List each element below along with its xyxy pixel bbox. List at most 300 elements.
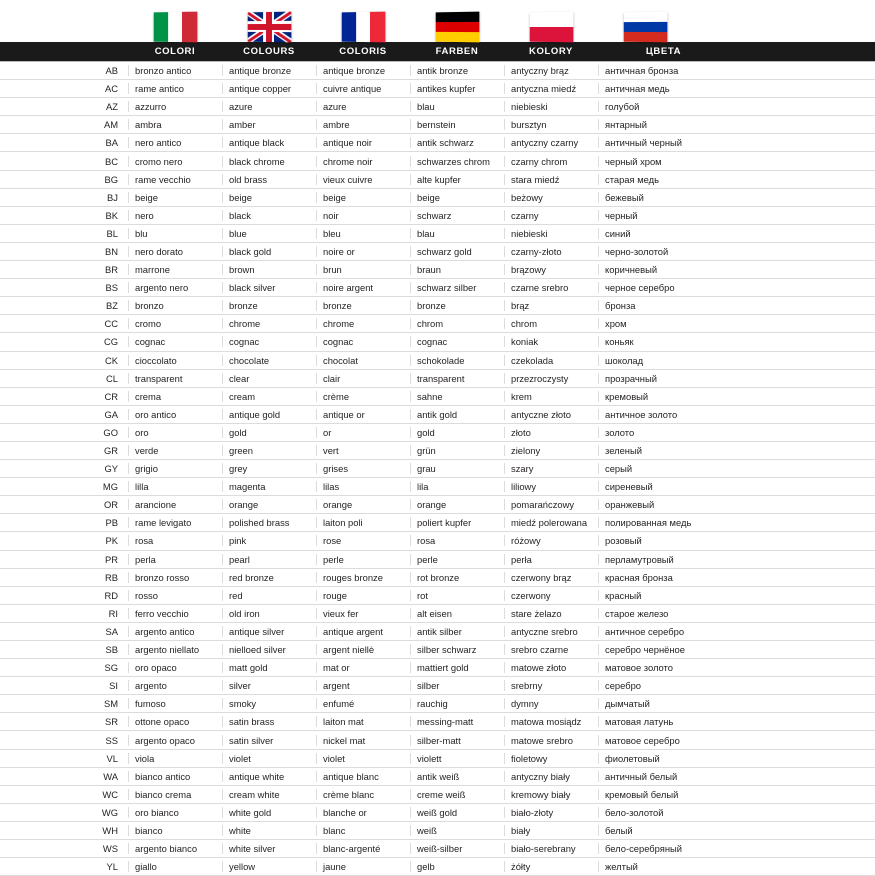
color-name-en-cell: beige: [222, 192, 316, 203]
color-name-de-cell: schokolade: [410, 355, 504, 366]
color-name-it-cell: bronzo: [128, 300, 222, 311]
color-name-it-cell: cromo nero: [128, 156, 222, 167]
color-name-ru-cell: фиолетовый: [598, 753, 729, 764]
color-name-en-cell: smoky: [222, 698, 316, 709]
table-row: [0, 171, 875, 189]
table-row: [0, 858, 875, 876]
table-row: [0, 569, 875, 587]
color-name-de-cell: grün: [410, 445, 504, 456]
color-name-ru-cell: старое железо: [598, 608, 729, 619]
color-name-fr-cell: perle: [316, 554, 410, 565]
color-name-fr-cell: rose: [316, 535, 410, 546]
table-row: [0, 713, 875, 731]
color-name-en-cell: green: [222, 445, 316, 456]
color-name-fr-cell: antique or: [316, 409, 410, 420]
color-name-en-cell: polished brass: [222, 517, 316, 528]
color-code-cell: WH: [102, 824, 118, 836]
color-name-de-cell: transparent: [410, 373, 504, 384]
color-name-de-cell: cognac: [410, 336, 504, 347]
table-row: [0, 116, 875, 134]
color-name-ru-cell: прозрачный: [598, 373, 729, 384]
flag-row: [0, 0, 875, 42]
color-name-en-cell: old brass: [222, 174, 316, 185]
color-name-de-cell: antikes kupfer: [410, 83, 504, 94]
color-name-pl-cell: biało-złoty: [504, 807, 598, 818]
table-row: [0, 804, 875, 822]
color-name-pl-cell: stare żelazo: [504, 608, 598, 619]
table-row: [0, 750, 875, 768]
color-name-de-cell: antik bronze: [410, 65, 504, 76]
color-name-de-cell: schwarz gold: [410, 246, 504, 257]
color-name-ru-cell: матовая латунь: [598, 716, 729, 727]
color-name-ru-cell: кремовый: [598, 391, 729, 402]
color-name-pl-cell: brązowy: [504, 264, 598, 275]
flag-germany-stripe-2: [436, 22, 480, 32]
color-name-ru-cell: бронза: [598, 300, 729, 311]
color-name-it-cell: ferro vecchio: [128, 608, 222, 619]
color-name-it-cell: lilla: [128, 481, 222, 492]
color-name-it-cell: rosso: [128, 590, 222, 601]
color-name-en-cell: yellow: [222, 861, 316, 872]
color-name-pl-cell: matowe złoto: [504, 662, 598, 673]
color-code-cell: VL: [106, 752, 118, 764]
color-name-it-cell: oro opaco: [128, 662, 222, 673]
color-name-ru-cell: желтый: [598, 861, 729, 872]
color-name-en-cell: chocolate: [222, 355, 316, 366]
color-name-pl-cell: krem: [504, 391, 598, 402]
color-name-pl-cell: fioletowy: [504, 753, 598, 764]
table-row: [0, 80, 875, 98]
color-name-fr-cell: clair: [316, 373, 410, 384]
flag-italy-stripe-2: [168, 12, 183, 42]
color-code-cell: BA: [105, 137, 118, 149]
color-code-cell: OR: [103, 499, 118, 511]
color-name-pl-cell: dymny: [504, 698, 598, 709]
color-name-en-cell: antique bronze: [222, 65, 316, 76]
flag-russia: [624, 12, 668, 43]
color-name-en-cell: clear: [222, 373, 316, 384]
color-name-ru-cell: янтарный: [598, 119, 729, 130]
table-row: [0, 840, 875, 858]
header-lang-fr: COLORIS: [339, 46, 387, 57]
color-name-de-cell: bronze: [410, 300, 504, 311]
color-name-it-cell: bianco: [128, 825, 222, 836]
table-row: [0, 189, 875, 207]
color-name-pl-cell: czarny: [504, 210, 598, 221]
color-name-ru-cell: синий: [598, 228, 729, 239]
color-name-de-cell: antik silber: [410, 626, 504, 637]
table-row: [0, 731, 875, 749]
color-name-en-cell: red bronze: [222, 572, 316, 583]
color-name-en-cell: silver: [222, 680, 316, 691]
color-name-pl-cell: biały: [504, 825, 598, 836]
color-name-pl-cell: antyczne złoto: [504, 409, 598, 420]
color-code-cell: PB: [105, 517, 118, 529]
color-name-fr-cell: beige: [316, 192, 410, 203]
color-name-ru-cell: коричневый: [598, 264, 729, 275]
color-name-de-cell: messing-matt: [410, 716, 504, 727]
table-header: [0, 42, 875, 61]
color-name-fr-cell: lilas: [316, 481, 410, 492]
color-name-ru-cell: оранжевый: [598, 499, 729, 510]
color-name-de-cell: rot: [410, 590, 504, 601]
color-name-pl-cell: liliowy: [504, 481, 598, 492]
flag-italy-cell: [128, 12, 222, 42]
color-name-it-cell: transparent: [128, 373, 222, 384]
color-name-fr-cell: chocolat: [316, 355, 410, 366]
color-code-cell: GR: [103, 445, 118, 457]
flag-france-stripe-3: [370, 12, 385, 43]
color-name-ru-cell: античная медь: [598, 83, 729, 94]
color-name-ru-cell: черный хром: [598, 156, 729, 167]
color-name-fr-cell: violet: [316, 753, 410, 764]
color-name-it-cell: blu: [128, 228, 222, 239]
color-code-cell: BJ: [107, 191, 118, 203]
color-name-ru-cell: матовое золото: [598, 662, 729, 673]
color-name-fr-cell: argent niellè: [316, 644, 410, 655]
header-lang-pl: KOLORY: [529, 46, 573, 57]
color-name-de-cell: silber schwarz: [410, 644, 504, 655]
color-name-fr-cell: mat or: [316, 662, 410, 673]
flag-united-kingdom-cell: [222, 12, 316, 42]
table-row: [0, 352, 875, 370]
color-name-fr-cell: chrome: [316, 318, 410, 329]
color-name-it-cell: arancione: [128, 499, 222, 510]
color-code-cell: RB: [104, 571, 118, 583]
color-name-it-cell: ambra: [128, 119, 222, 130]
table-row: [0, 587, 875, 605]
flag-germany-stripe-1: [436, 12, 480, 23]
color-name-de-cell: silber: [410, 680, 504, 691]
color-name-it-cell: argento bianco: [128, 843, 222, 854]
color-name-ru-cell: розовый: [598, 535, 729, 546]
color-code-cell: BN: [104, 245, 118, 257]
color-code-cell: SM: [103, 698, 118, 710]
color-name-de-cell: orange: [410, 499, 504, 510]
color-name-fr-cell: brun: [316, 264, 410, 275]
color-name-fr-cell: cognac: [316, 336, 410, 347]
color-code-cell: PR: [104, 553, 118, 565]
color-name-en-cell: antique copper: [222, 83, 316, 94]
color-name-de-cell: weiß: [410, 825, 504, 836]
color-name-it-cell: perla: [128, 554, 222, 565]
color-name-ru-cell: зеленый: [598, 445, 729, 456]
table-row: [0, 243, 875, 261]
color-name-it-cell: crema: [128, 391, 222, 402]
color-name-ru-cell: шоколад: [598, 355, 729, 366]
color-name-ru-cell: перламутровый: [598, 554, 729, 565]
color-name-it-cell: fumoso: [128, 698, 222, 709]
color-name-ru-cell: голубой: [598, 101, 729, 112]
color-name-pl-cell: żółty: [504, 861, 598, 872]
color-name-ru-cell: черный: [598, 210, 729, 221]
color-name-fr-cell: laiton mat: [316, 716, 410, 727]
color-name-it-cell: azzurro: [128, 101, 222, 112]
color-name-ru-cell: белый: [598, 825, 729, 836]
color-name-de-cell: creme weiß: [410, 789, 504, 800]
color-code-cell: CC: [104, 318, 118, 330]
table-row: [0, 641, 875, 659]
color-name-ru-cell: черное серебро: [598, 282, 729, 293]
color-name-fr-cell: bronze: [316, 300, 410, 311]
table-row: [0, 225, 875, 243]
header-lang-de: FARBEN: [435, 46, 479, 57]
color-code-cell: BS: [105, 282, 118, 294]
color-name-it-cell: rosa: [128, 535, 222, 546]
color-name-pl-cell: kremowy biały: [504, 789, 598, 800]
color-code-cell: SA: [105, 625, 118, 637]
color-name-fr-cell: antique noir: [316, 137, 410, 148]
color-name-ru-cell: коньяк: [598, 336, 729, 347]
color-name-en-cell: nielloed silver: [222, 644, 316, 655]
flag-poland: [530, 12, 574, 43]
table-row: [0, 62, 875, 80]
color-code-cell: BC: [104, 155, 118, 167]
flag-russia-cell: [598, 12, 692, 42]
color-name-pl-cell: srebro czarne: [504, 644, 598, 655]
color-name-ru-cell: дымчатый: [598, 698, 729, 709]
color-name-en-cell: cognac: [222, 336, 316, 347]
flag-italy: [154, 12, 198, 43]
color-name-ru-cell: бело-серебряный: [598, 843, 729, 854]
color-name-de-cell: alte kupfer: [410, 174, 504, 185]
color-name-en-cell: pearl: [222, 554, 316, 565]
color-name-ru-cell: бело-золотой: [598, 807, 729, 818]
color-name-pl-cell: zielony: [504, 445, 598, 456]
color-name-fr-cell: grises: [316, 463, 410, 474]
color-name-it-cell: argento nero: [128, 282, 222, 293]
color-code-cell: SB: [105, 644, 118, 656]
color-name-pl-cell: stara miedź: [504, 174, 598, 185]
color-name-pl-cell: chrom: [504, 318, 598, 329]
color-name-it-cell: oro bianco: [128, 807, 222, 818]
table-row: [0, 333, 875, 351]
color-name-it-cell: bianco crema: [128, 789, 222, 800]
table-row: [0, 279, 875, 297]
color-name-pl-cell: antyczny brąz: [504, 65, 598, 76]
color-code-cell: WS: [102, 843, 118, 855]
color-name-ru-cell: серебро чернёное: [598, 644, 729, 655]
table-row: [0, 514, 875, 532]
color-name-pl-cell: antyczny biały: [504, 771, 598, 782]
color-name-fr-cell: blanc: [316, 825, 410, 836]
color-name-de-cell: rot bronze: [410, 572, 504, 583]
color-name-it-cell: oro antico: [128, 409, 222, 420]
color-name-pl-cell: czarne srebro: [504, 282, 598, 293]
color-name-de-cell: alt eisen: [410, 608, 504, 619]
color-name-en-cell: white gold: [222, 807, 316, 818]
table-row: [0, 786, 875, 804]
color-name-de-cell: gelb: [410, 861, 504, 872]
color-name-pl-cell: koniak: [504, 336, 598, 347]
color-name-de-cell: bernstein: [410, 119, 504, 130]
color-name-pl-cell: brąz: [504, 300, 598, 311]
color-name-en-cell: chrome: [222, 318, 316, 329]
color-name-ru-cell: красная бронза: [598, 572, 729, 583]
table-row: [0, 677, 875, 695]
flag-france-stripe-2: [356, 12, 371, 42]
color-name-it-cell: bianco antico: [128, 771, 222, 782]
color-name-ru-cell: античный белый: [598, 771, 729, 782]
color-code-cell: BK: [105, 209, 118, 221]
color-code-cell: CR: [104, 390, 118, 402]
table-row: [0, 261, 875, 279]
color-name-it-cell: argento antico: [128, 626, 222, 637]
table-row: [0, 315, 875, 333]
table-row: [0, 605, 875, 623]
color-name-it-cell: cognac: [128, 336, 222, 347]
color-name-fr-cell: rouge: [316, 590, 410, 601]
header-lang-it: COLORI: [154, 46, 196, 57]
flag-russia-stripe-2: [624, 22, 668, 32]
color-code-cell: BL: [106, 227, 118, 239]
color-name-fr-cell: blanche or: [316, 807, 410, 818]
color-name-pl-cell: niebieski: [504, 228, 598, 239]
color-name-ru-cell: античное золото: [598, 409, 729, 420]
color-name-de-cell: violett: [410, 753, 504, 764]
color-name-fr-cell: laiton poli: [316, 517, 410, 528]
table-row: [0, 460, 875, 478]
color-table: [0, 61, 875, 876]
color-name-de-cell: mattiert gold: [410, 662, 504, 673]
color-code-cell: GA: [104, 408, 118, 420]
color-name-en-cell: grey: [222, 463, 316, 474]
color-name-fr-cell: vieux fer: [316, 608, 410, 619]
color-name-de-cell: lila: [410, 481, 504, 492]
color-name-en-cell: antique white: [222, 771, 316, 782]
color-code-cell: YL: [106, 861, 118, 873]
color-name-it-cell: beige: [128, 192, 222, 203]
color-name-it-cell: viola: [128, 753, 222, 764]
color-name-ru-cell: кремовый белый: [598, 789, 729, 800]
flag-united-kingdom: [248, 12, 292, 43]
table-row: [0, 496, 875, 514]
color-code-cell: RI: [108, 607, 118, 619]
color-code-cell: SI: [109, 680, 118, 692]
color-name-fr-cell: argent: [316, 680, 410, 691]
color-name-de-cell: weiß-silber: [410, 843, 504, 854]
color-name-fr-cell: cuivre antique: [316, 83, 410, 94]
color-name-en-cell: antique silver: [222, 626, 316, 637]
color-code-cell: AZ: [106, 101, 118, 113]
color-name-ru-cell: черно-золотой: [598, 246, 729, 257]
color-code-cell: AM: [103, 119, 118, 131]
color-name-pl-cell: miedź polerowana: [504, 517, 598, 528]
color-code-cell: WA: [103, 770, 118, 782]
color-name-pl-cell: czerwony: [504, 590, 598, 601]
color-name-ru-cell: бежевый: [598, 192, 729, 203]
color-name-fr-cell: noire argent: [316, 282, 410, 293]
color-name-en-cell: magenta: [222, 481, 316, 492]
color-name-fr-cell: jaune: [316, 861, 410, 872]
color-name-de-cell: beige: [410, 192, 504, 203]
color-name-en-cell: azure: [222, 101, 316, 112]
color-code-cell: BZ: [106, 300, 118, 312]
table-row: [0, 207, 875, 225]
flag-france: [342, 12, 386, 43]
color-name-it-cell: cromo: [128, 318, 222, 329]
color-code-cell: BG: [104, 173, 118, 185]
color-name-it-cell: cioccolato: [128, 355, 222, 366]
color-name-fr-cell: enfumé: [316, 698, 410, 709]
table-row: [0, 134, 875, 152]
flag-italy-stripe-3: [182, 12, 197, 43]
table-row: [0, 297, 875, 315]
color-name-ru-cell: матовое серебро: [598, 735, 729, 746]
color-name-it-cell: bronzo rosso: [128, 572, 222, 583]
color-name-pl-cell: bursztyn: [504, 119, 598, 130]
color-name-ru-cell: серый: [598, 463, 729, 474]
color-name-en-cell: matt gold: [222, 662, 316, 673]
color-name-fr-cell: bleu: [316, 228, 410, 239]
table-row: [0, 659, 875, 677]
color-name-it-cell: nero dorato: [128, 246, 222, 257]
color-code-cell: SR: [104, 716, 118, 728]
color-code-cell: BR: [104, 264, 118, 276]
color-name-pl-cell: antyczna miedź: [504, 83, 598, 94]
color-name-en-cell: bronze: [222, 300, 316, 311]
color-name-en-cell: black chrome: [222, 156, 316, 167]
color-name-de-cell: antik gold: [410, 409, 504, 420]
color-name-it-cell: giallo: [128, 861, 222, 872]
color-name-pl-cell: czerwony brąz: [504, 572, 598, 583]
color-name-de-cell: gold: [410, 427, 504, 438]
flag-italy-stripe-1: [154, 12, 168, 42]
color-name-it-cell: argento: [128, 680, 222, 691]
color-name-pl-cell: czekolada: [504, 355, 598, 366]
color-name-de-cell: weiß gold: [410, 807, 504, 818]
color-name-it-cell: rame vecchio: [128, 174, 222, 185]
color-name-it-cell: argento opaco: [128, 735, 222, 746]
color-name-fr-cell: vert: [316, 445, 410, 456]
color-name-fr-cell: blanc-argenté: [316, 843, 410, 854]
color-code-cell: SG: [104, 662, 118, 674]
color-name-it-cell: verde: [128, 445, 222, 456]
color-code-cell: PK: [105, 535, 118, 547]
color-name-it-cell: rame levigato: [128, 517, 222, 528]
color-name-en-cell: blue: [222, 228, 316, 239]
color-code-cell: WC: [102, 788, 118, 800]
color-name-en-cell: black gold: [222, 246, 316, 257]
color-name-pl-cell: przezroczysty: [504, 373, 598, 384]
color-name-en-cell: satin brass: [222, 716, 316, 727]
color-name-en-cell: brown: [222, 264, 316, 275]
color-code-cell: RD: [104, 589, 118, 601]
color-name-pl-cell: czarny chrom: [504, 156, 598, 167]
color-name-fr-cell: antique bronze: [316, 65, 410, 76]
color-name-fr-cell: orange: [316, 499, 410, 510]
color-name-fr-cell: chrome noir: [316, 156, 410, 167]
flag-germany: [436, 12, 480, 43]
color-name-pl-cell: antyczne srebro: [504, 626, 598, 637]
color-name-ru-cell: серебро: [598, 680, 729, 691]
color-name-pl-cell: pomarańczowy: [504, 499, 598, 510]
color-name-fr-cell: crème: [316, 391, 410, 402]
color-name-ru-cell: сиреневый: [598, 481, 729, 492]
flag-russia-stripe-3: [624, 32, 668, 43]
color-name-de-cell: silber-matt: [410, 735, 504, 746]
color-code-cell: WG: [101, 806, 118, 818]
color-name-en-cell: antique black: [222, 137, 316, 148]
color-name-fr-cell: or: [316, 427, 410, 438]
flag-poland-stripe-1: [530, 12, 574, 27]
color-name-pl-cell: beżowy: [504, 192, 598, 203]
header-lang-en: COLOURS: [243, 46, 295, 57]
color-name-de-cell: blau: [410, 101, 504, 112]
table-row: [0, 370, 875, 388]
color-name-fr-cell: azure: [316, 101, 410, 112]
color-name-pl-cell: różowy: [504, 535, 598, 546]
